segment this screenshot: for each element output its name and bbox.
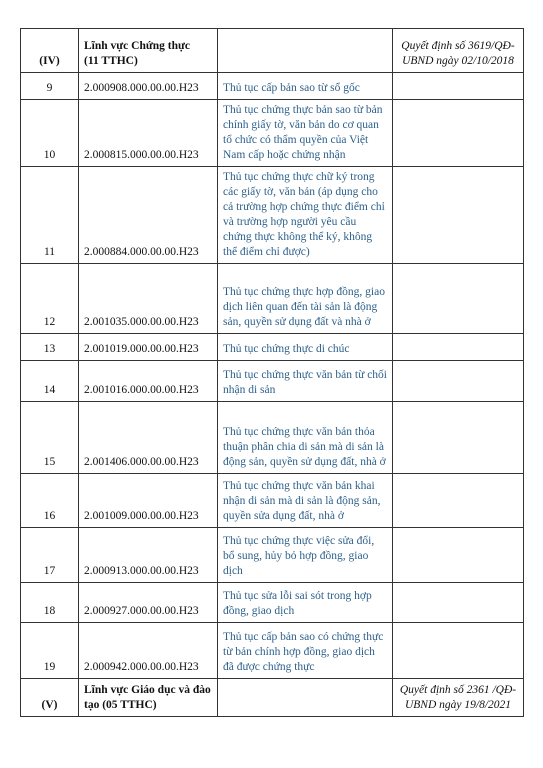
table-row (21, 583, 524, 623)
table-row (21, 167, 524, 264)
section-row (21, 29, 524, 73)
decision-reference (393, 402, 524, 474)
table-row (21, 623, 524, 679)
row-number: (V) (21, 679, 79, 717)
procedure-code: 2.001035.000.00.00.H23 (79, 264, 218, 334)
procedure-code: Lĩnh vực Giáo dục và đào tạo (05 TTHC) (79, 679, 218, 717)
decision-reference (393, 334, 524, 361)
procedure-code: 2.000815.000.00.00.H23 (79, 100, 218, 167)
row-number: 12 (21, 264, 79, 334)
row-number: 15 (21, 402, 79, 474)
procedure-code: 2.001406.000.00.00.H23 (79, 402, 218, 474)
row-number: 18 (21, 583, 79, 623)
decision-reference (393, 100, 524, 167)
procedure-name: Thủ tục chứng thực việc sửa đổi, bổ sung, hủy bỏ hợp đồng, giao dịch (218, 528, 393, 583)
table-row (21, 73, 524, 100)
decision-reference (393, 623, 524, 679)
procedure-name: Thủ tục chứng thực bản sao từ bản chính giấy tờ, văn bản do cơ quan tổ chức có thẩm quyền của Việt Nam cấp hoặc chứng nhận (218, 100, 393, 167)
section-row (21, 679, 524, 717)
row-number: 17 (21, 528, 79, 583)
row-number: 11 (21, 167, 79, 264)
row-number: 13 (21, 334, 79, 361)
decision-reference (393, 528, 524, 583)
procedure-code: 2.000927.000.00.00.H23 (79, 583, 218, 623)
row-number: 19 (21, 623, 79, 679)
procedure-name (218, 29, 393, 73)
row-number: (IV) (21, 29, 79, 73)
procedure-name: Thủ tục chứng thực di chúc (218, 334, 393, 361)
decision-reference (393, 361, 524, 402)
table-row (21, 402, 524, 474)
procedure-name: Thủ tục chứng thực văn bản thỏa thuận phân chia di sản mà di sản là động sản, quyền sử dụng đất, nhà ở (218, 402, 393, 474)
procedure-code: Lĩnh vực Chứng thực (11 TTHC) (79, 29, 218, 73)
table-row (21, 361, 524, 402)
decision-reference (393, 474, 524, 528)
procedure-code: 2.000884.000.00.00.H23 (79, 167, 218, 264)
table-row (21, 264, 524, 334)
row-number: 10 (21, 100, 79, 167)
procedure-code: 2.001016.000.00.00.H23 (79, 361, 218, 402)
decision-reference (393, 73, 524, 100)
procedure-code: 2.000942.000.00.00.H23 (79, 623, 218, 679)
decision-reference (393, 583, 524, 623)
procedure-name: Thủ tục chứng thực văn bản từ chối nhận di sản (218, 361, 393, 402)
table-row (21, 528, 524, 583)
table-row (21, 474, 524, 528)
procedure-name (218, 679, 393, 717)
procedure-code: 2.001019.000.00.00.H23 (79, 334, 218, 361)
decision-reference (393, 264, 524, 334)
procedure-code: 2.000913.000.00.00.H23 (79, 528, 218, 583)
row-number: 16 (21, 474, 79, 528)
procedures-table-body (21, 29, 524, 717)
procedure-code: 2.001009.000.00.00.H23 (79, 474, 218, 528)
procedure-name: Thủ tục cấp bản sao có chứng thực từ bản chính hợp đồng, giao dịch đã được chứng thực (218, 623, 393, 679)
procedure-name: Thủ tục chứng thực chữ ký trong các giấy tờ, văn bản (áp dụng cho cả trường hợp chứng thực điểm chỉ và trường hợp người yêu cầu chứng thực không thể ký, không thể điểm chỉ được) (218, 167, 393, 264)
table-row (21, 334, 524, 361)
procedure-code: 2.000908.000.00.00.H23 (79, 73, 218, 100)
row-number: 9 (21, 73, 79, 100)
procedure-name: Thủ tục chứng thực văn bản khai nhận di sản mà di sản là động sản, quyền sửa dụng đất, nhà ở (218, 474, 393, 528)
procedure-name: Thủ tục chứng thực hợp đồng, giao dịch liên quan đến tài sản là động sản, quyền sử dụng đất và nhà ở (218, 264, 393, 334)
procedures-table (20, 28, 524, 717)
decision-reference: Quyết định số 3619/QĐ-UBND ngày 02/10/2018 (393, 29, 524, 73)
decision-reference: Quyết định số 2361 /QĐ-UBND ngày 19/8/2021 (393, 679, 524, 717)
table-row (21, 100, 524, 167)
procedure-name: Thủ tục sửa lỗi sai sót trong hợp đồng, giao dịch (218, 583, 393, 623)
row-number: 14 (21, 361, 79, 402)
procedure-name: Thủ tục cấp bản sao từ sổ gốc (218, 73, 393, 100)
decision-reference (393, 167, 524, 264)
